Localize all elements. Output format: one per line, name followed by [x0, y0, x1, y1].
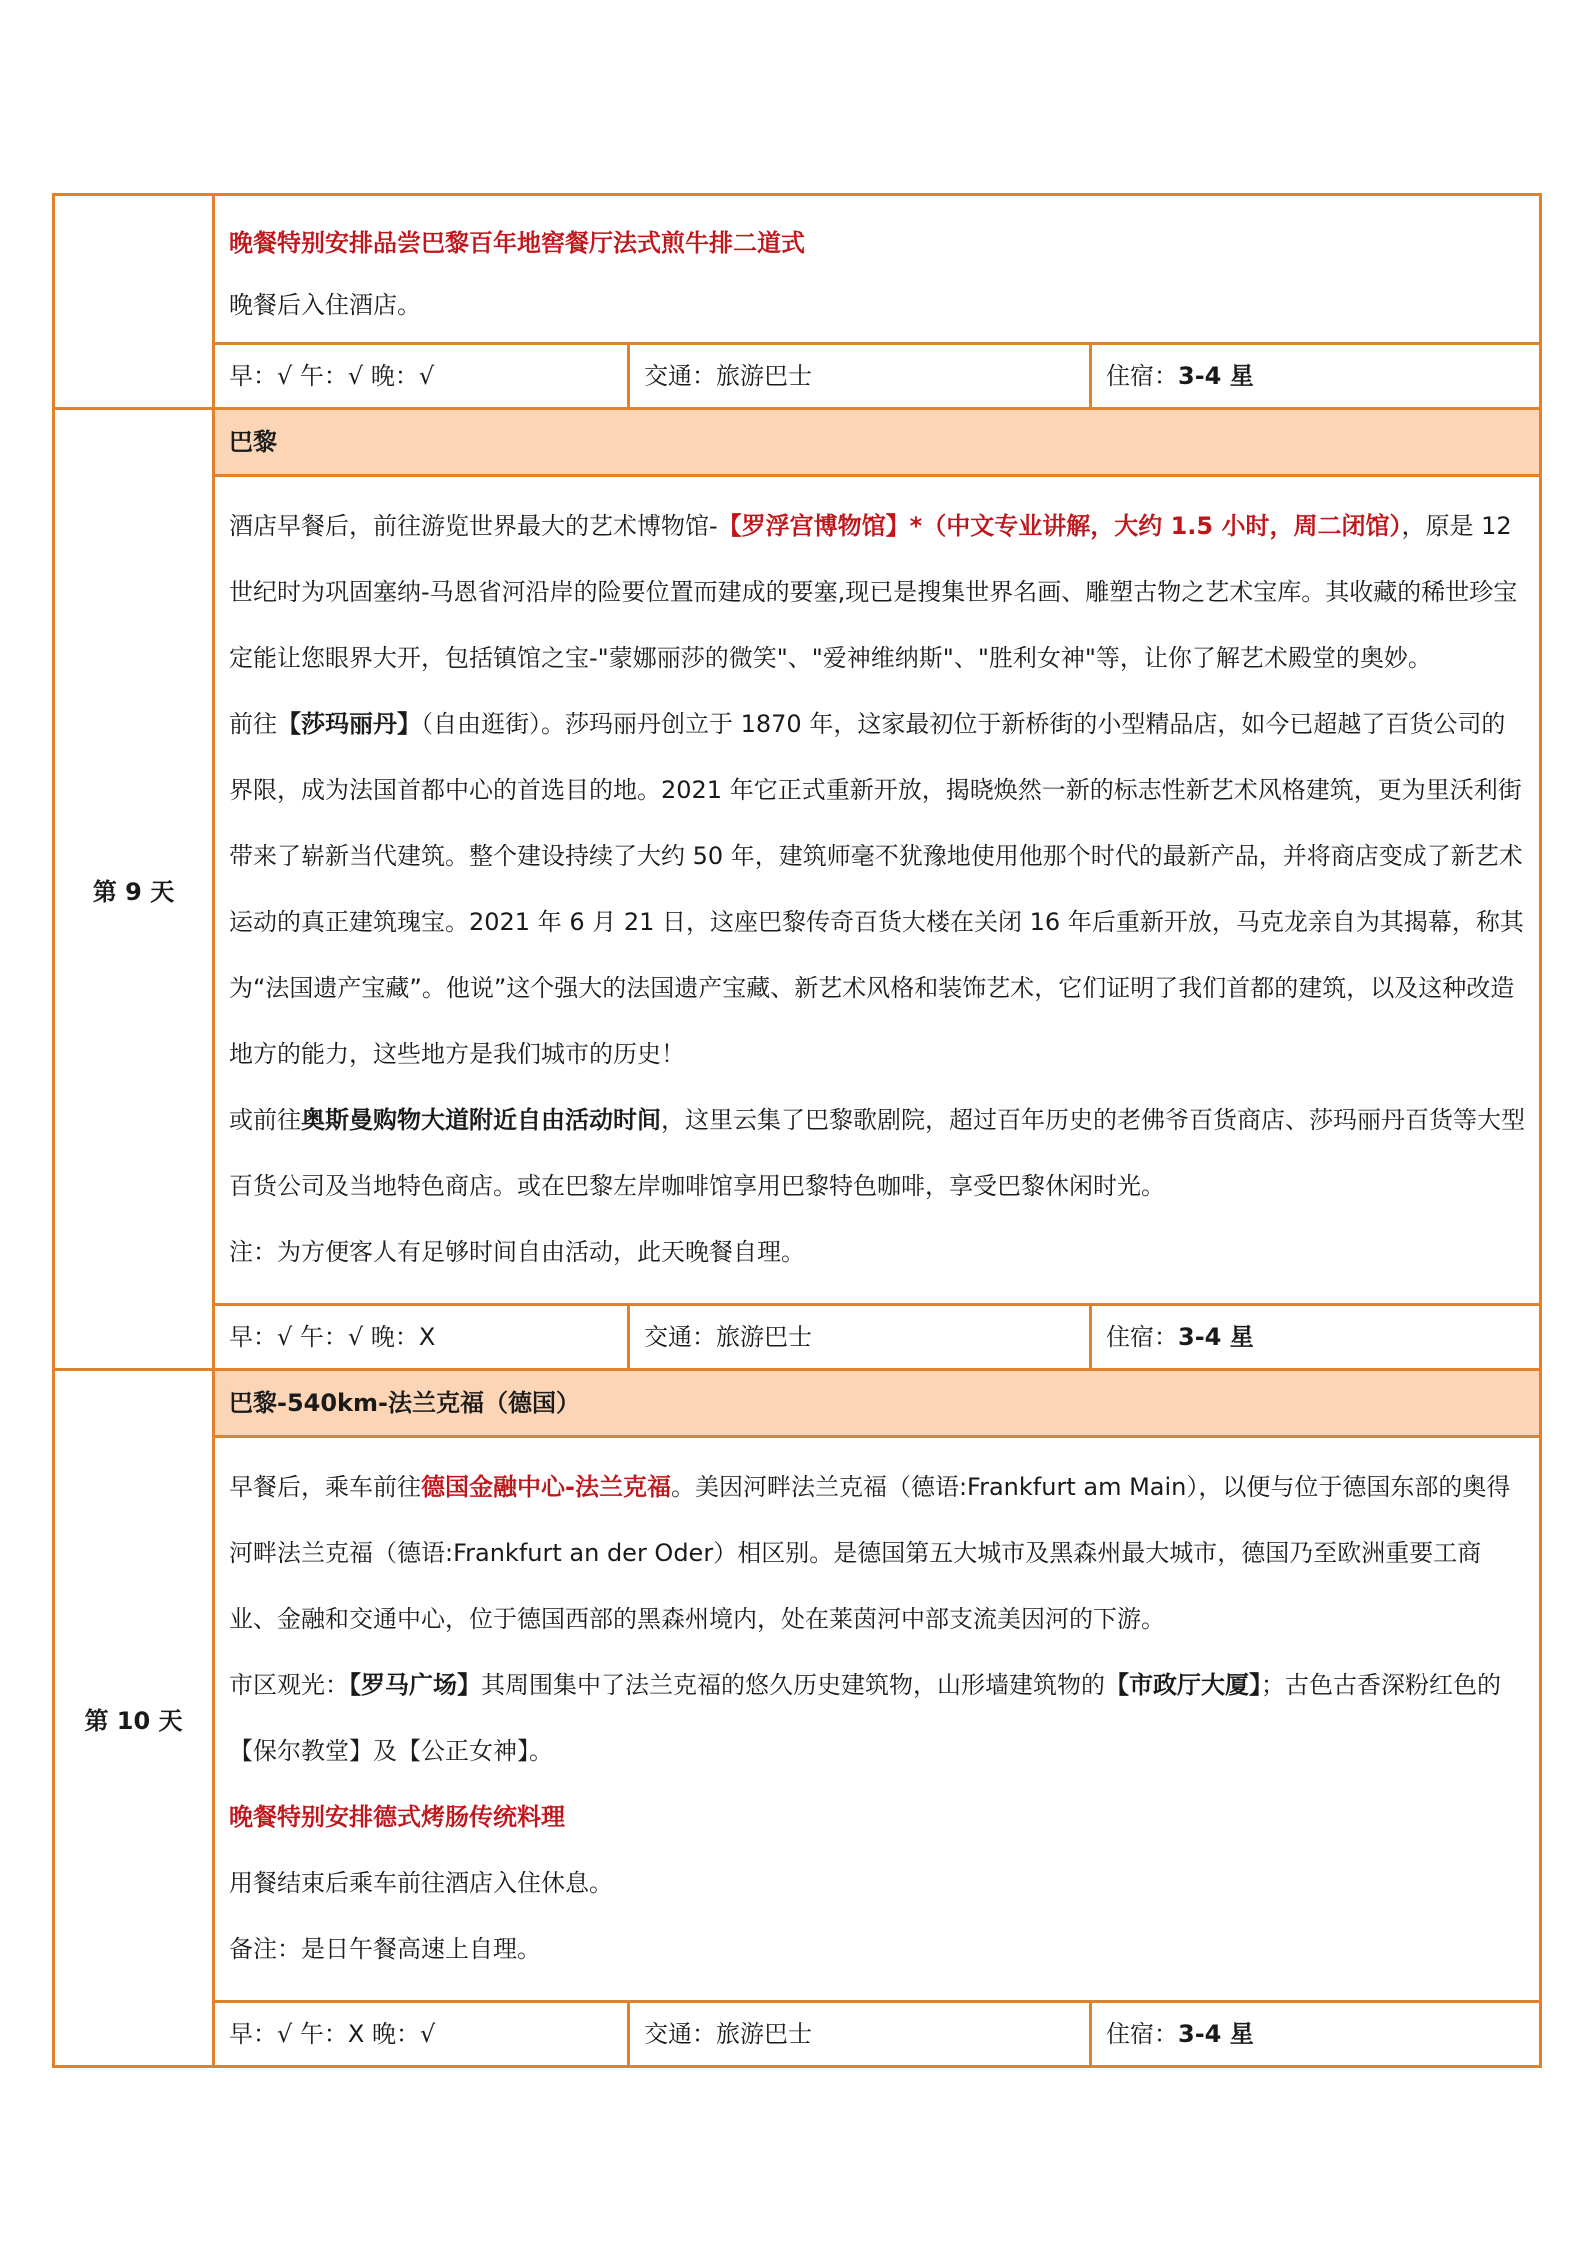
day-10-row	[54, 1370, 1541, 2067]
hotel-value: 3-4 星	[1178, 2020, 1254, 2048]
day-10-meta-row	[215, 2000, 1539, 2065]
itinerary-sheet	[52, 193, 1542, 2068]
hotel-value: 3-4 星	[1178, 362, 1254, 390]
day-10-title: 巴黎-540km-法兰克福（德国）	[215, 1371, 1539, 1438]
continuation-row	[54, 195, 1541, 409]
meals-cell: 早：√ 午：X 晚：√	[215, 2003, 630, 2065]
after-dinner-note: 晚餐后入住酒店。	[229, 291, 421, 319]
day-9-paragraph-1: 酒店早餐后，前往游览世界最大的艺术博物馆-【罗浮宫博物馆】*（中文专业讲解，大约 1.5 小时，周二闭馆），原是 12 世纪时为巩固塞纳-马恩省河沿岸的险要位置而建成的要塞,现已是搜集世界名画、雕塑古物之艺术宝库。其收藏的稀世珍宝定能让您眼界大开，包括镇馆之宝-"蒙娜丽莎的微笑"、"爱神维纳斯"、"胜利女神"等，让你了解艺术殿堂的奥妙。	[229, 512, 1518, 672]
hotel-cell: 住宿：3-4 星	[1106, 362, 1254, 390]
day-10-paragraph-2: 市区观光：【罗马广场】其周围集中了法兰克福的悠久历史建筑物，山形墙建筑物的【市政厅大厦】；古色古香深粉红色的【保尔教堂】及【公正女神】。	[229, 1671, 1501, 1765]
transport-value: 旅游巴士	[716, 1323, 812, 1351]
day-9-title: 巴黎	[215, 410, 1539, 477]
day-9-content	[214, 409, 1541, 1370]
continuation-meta-row	[215, 342, 1539, 407]
transport-cell: 交通：旅游巴士	[630, 1306, 1092, 1368]
day-9-paragraph-2: 前往【莎玛丽丹】（自由逛街）。莎玛丽丹创立于 1870 年，这家最初位于新桥街的小型精品店，如今已超越了百货公司的界限，成为法国首都中心的首选目的地。2021 年它正式重新开放，揭晓焕然一新的标志性新艺术风格建筑，更为里沃利街带来了崭新当代建筑。整个建设持续了大约 50 年，建筑师毫不犹豫地使用他那个时代的最新产品，并将商店变成了新艺术运动的真正建筑瑰宝。2021 年 6 月 21 日，这座巴黎传奇百货大楼在关闭 16 年后重新开放，马克龙亲自为其揭幕，称其为“法国遗产宝藏”。他说”这个强大的法国遗产宝藏、新艺术风格和装饰艺术，它们证明了我们首都的建筑，以及这种改造地方的能力，这些地方是我们城市的历史！	[229, 710, 1524, 1068]
meals-cell: 早：√ 午：√ 晚：X	[215, 1306, 630, 1368]
day-9-row	[54, 409, 1541, 1370]
day-9-paragraph-3: 或前往奥斯曼购物大道附近自由活动时间，这里云集了巴黎歌剧院，超过百年历史的老佛爷百货商店、莎玛丽丹百货等大型百货公司及当地特色商店。或在巴黎左岸咖啡馆享用巴黎特色咖啡，享受巴黎休闲时光。	[229, 1106, 1525, 1200]
transport-value: 旅游巴士	[716, 362, 812, 390]
day-10-paragraph-4: 用餐结束后乘车前往酒店入住休息。	[229, 1869, 613, 1897]
day-9-label: 第 9 天	[54, 409, 214, 1370]
continuation-content	[214, 195, 1541, 409]
continuation-day-cell	[54, 195, 214, 409]
day-10-note: 备注：是日午餐高速上自理。	[229, 1935, 541, 1963]
transport-cell: 交通：旅游巴士	[630, 345, 1092, 407]
hotel-value: 3-4 星	[1178, 1323, 1254, 1351]
hotel-cell: 住宿：3-4 星	[1106, 2020, 1254, 2048]
day-10-label: 第 10 天	[54, 1370, 214, 2067]
day-10-dinner-special: 晚餐特别安排德式烤肠传统料理	[229, 1803, 565, 1831]
hotel-cell: 住宿：3-4 星	[1106, 1323, 1254, 1351]
transport-value: 旅游巴士	[716, 2020, 812, 2048]
dinner-special-note: 晚餐特别安排品尝巴黎百年地窖餐厅法式煎牛排二道式	[229, 229, 805, 257]
itinerary-table	[52, 193, 1542, 2068]
day-9-note: 注：为方便客人有足够时间自由活动，此天晚餐自理。	[229, 1238, 805, 1266]
day-9-meta-row	[215, 1303, 1539, 1368]
transport-cell: 交通：旅游巴士	[630, 2003, 1092, 2065]
day-10-content	[214, 1370, 1541, 2067]
meals-cell: 早：√ 午：√ 晚：√	[215, 345, 630, 407]
day-10-paragraph-1: 早餐后，乘车前往德国金融中心-法兰克福。美因河畔法兰克福（德语:Frankfurt am Main），以便与位于德国东部的奥得河畔法兰克福（德语:Frankfurt an der Oder）相区别。是德国第五大城市及黑森州最大城市，德国乃至欧洲重要工商业、金融和交通中心，位于德国西部的黑森州境内，处在莱茵河中部支流美因河的下游。	[229, 1473, 1511, 1633]
